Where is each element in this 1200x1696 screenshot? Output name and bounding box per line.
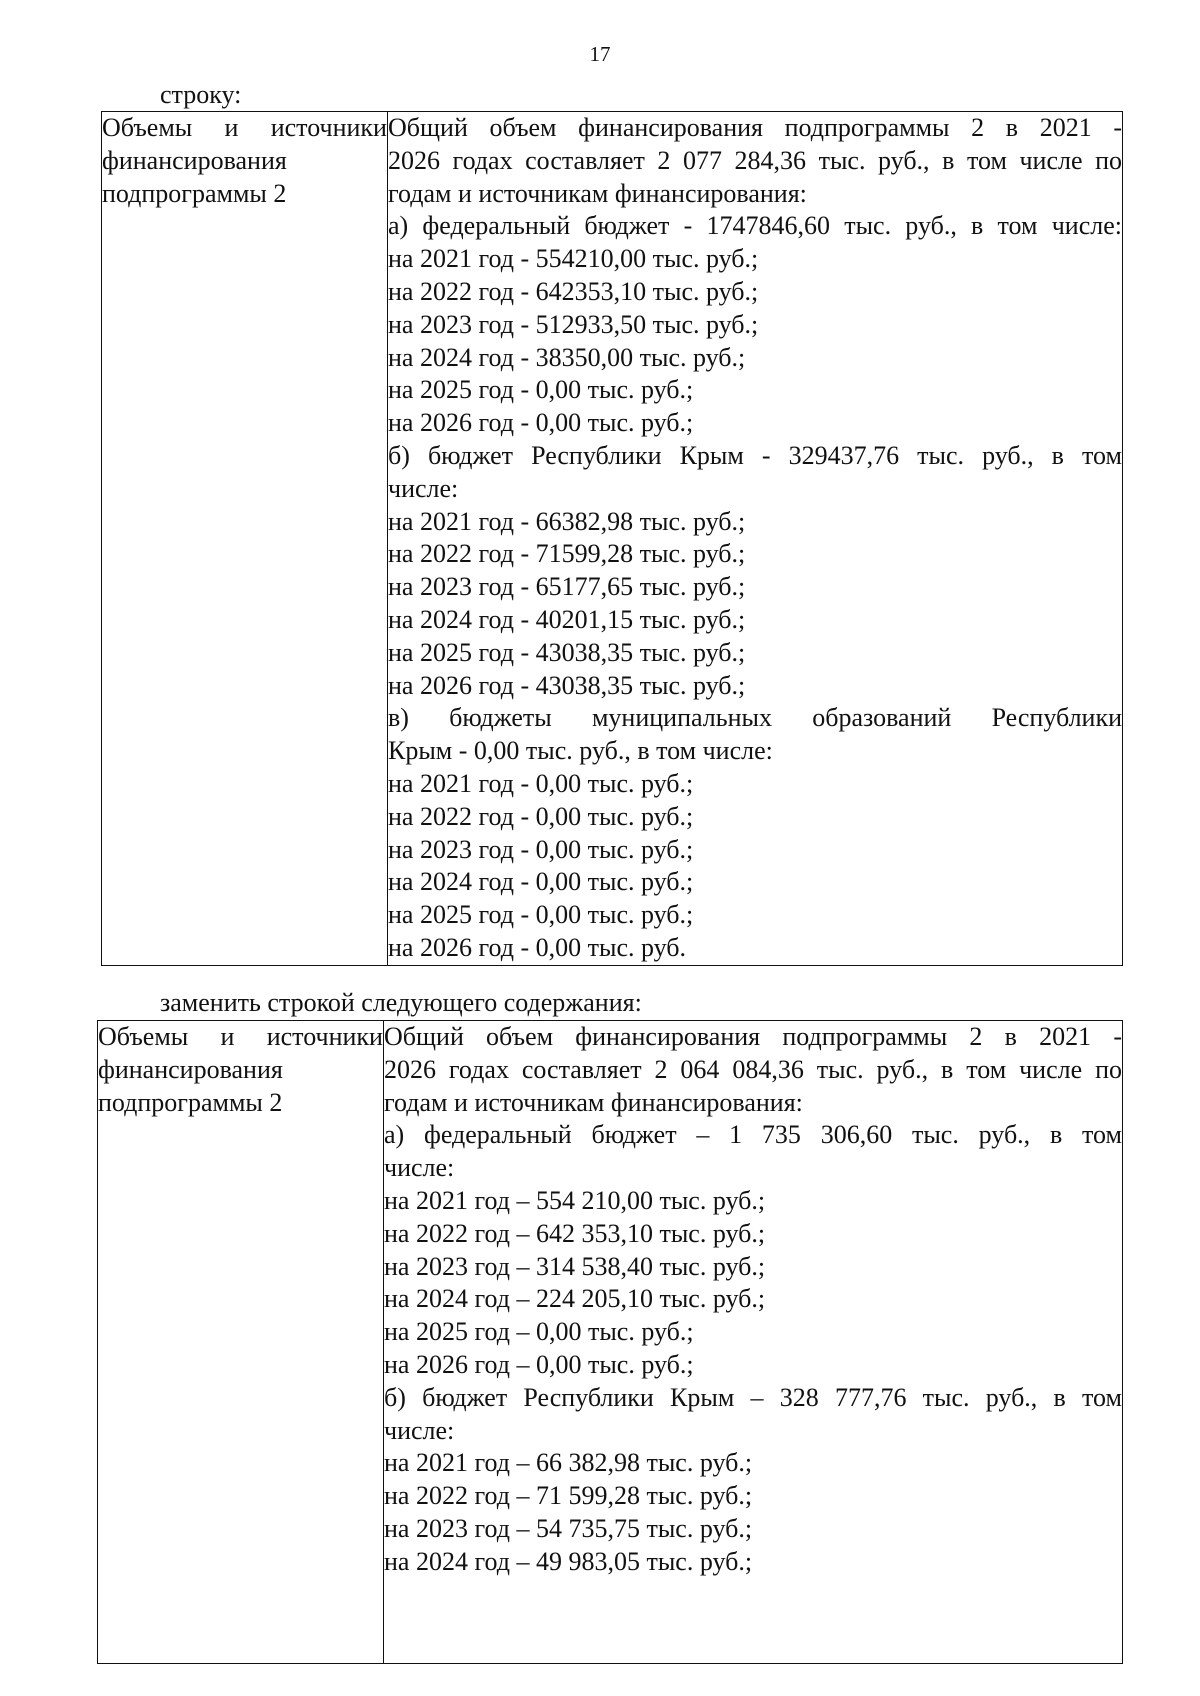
financing-text-line: на 2025 год - 43038,35 тыс. руб.; [388,637,746,667]
financing-text-line: на 2025 год - 0,00 тыс. руб.; [388,375,694,405]
financing-text-line: на 2024 год – 224 205,10 тыс. руб.; [384,1284,766,1314]
row-label-word: и [220,1022,235,1051]
financing-text-line: б) бюджет Республики Крым – 328 777,76 тыс. руб., в том [384,1382,1122,1412]
row-label-line [102,112,387,145]
row-label-line: финансирования [98,1054,283,1084]
financing-text-line: а) федеральный бюджет - 1747846,60 тыс. руб., в том числе: [388,211,1122,241]
financing-text-line: годам и источникам финансирования: [388,178,807,208]
row-label-word: и [224,113,239,142]
row-label-line [98,1021,383,1054]
financing-text-line: б) бюджет Республики Крым - 329437,76 тыс. руб., в том [388,440,1122,470]
new-financing-table [97,1020,1123,1664]
financing-text-line: на 2024 год – 49 983,05 тыс. руб.; [384,1546,753,1576]
financing-text-line: на 2026 год - 43038,35 тыс. руб.; [388,670,746,700]
financing-text-line: на 2023 год – 314 538,40 тыс. руб.; [384,1251,766,1281]
financing-text-line: на 2021 год – 66 382,98 тыс. руб.; [384,1448,753,1478]
row-label-word: источники [266,1022,383,1051]
financing-text-line: на 2021 год - 66382,98 тыс. руб.; [388,506,746,536]
row-label-cell [98,1021,384,1664]
financing-text-line: на 2026 год - 0,00 тыс. руб.; [388,408,694,438]
table-row [98,1021,1123,1664]
financing-text-line: на 2021 год – 554 210,00 тыс. руб.; [384,1185,766,1215]
financing-text-line: числе: [388,473,459,503]
row-label-word: источники [270,113,387,142]
financing-description-cell [388,112,1123,966]
financing-text-line: на 2022 год - 0,00 тыс. руб.; [388,801,694,831]
financing-text-line: числе: [384,1415,455,1445]
row-label-line: подпрограммы 2 [98,1087,283,1117]
financing-text-line: Общий объем финансирования подпрограммы 2 в 2021 - [388,113,1122,142]
intro-text-replacement: заменить строкой следующего содержания: [160,988,642,1017]
row-label-line: подпрограммы 2 [102,178,287,208]
financing-text-line: Крым - 0,00 тыс. руб., в том числе: [388,736,773,766]
financing-text-line: на 2023 год – 54 735,75 тыс. руб.; [384,1513,753,1543]
financing-text-line: на 2024 год - 0,00 тыс. руб.; [388,867,694,897]
financing-text-line: на 2025 год – 0,00 тыс. руб.; [384,1317,694,1347]
table-row [102,112,1123,966]
financing-text-line: на 2025 год - 0,00 тыс. руб.; [388,900,694,930]
financing-text-line: на 2022 год – 71 599,28 тыс. руб.; [384,1481,753,1511]
financing-text-line: на 2022 год - 71599,28 тыс. руб.; [388,539,746,569]
financing-text-line: на 2026 год - 0,00 тыс. руб. [388,932,687,962]
financing-text-line: на 2022 год – 642 353,10 тыс. руб.; [384,1218,766,1248]
financing-text-line: на 2026 год – 0,00 тыс. руб.; [384,1349,694,1379]
financing-text-line: годам и источникам финансирования: [384,1087,803,1117]
row-label-cell [102,112,388,966]
row-label-line: финансирования [102,145,287,175]
row-label-word: Объемы [98,1022,189,1051]
financing-text-line: Общий объем финансирования подпрограммы 2 в 2021 - [384,1022,1122,1051]
financing-text-line: на 2023 год - 512933,50 тыс. руб.; [388,309,759,339]
row-label-word: Объемы [102,113,193,142]
financing-text-line: на 2024 год - 40201,15 тыс. руб.; [388,604,746,634]
financing-text-line: на 2023 год - 0,00 тыс. руб.; [388,834,694,864]
financing-text-line: в) бюджеты муниципальных образований Республики [388,703,1122,733]
old-financing-table [101,111,1123,966]
financing-text-line: на 2022 год - 642353,10 тыс. руб.; [388,276,759,306]
financing-description-cell [384,1021,1123,1664]
financing-text-line: числе: [384,1153,455,1183]
financing-text-line: на 2024 год - 38350,00 тыс. руб.; [388,342,746,372]
financing-text-line: 2026 годах составляет 2 064 084,36 тыс. руб., в том числе по [384,1054,1122,1084]
financing-text-line: а) федеральный бюджет – 1 735 306,60 тыс. руб., в том [384,1120,1122,1150]
intro-text-replace-row: строку: [160,80,242,109]
financing-text-line: на 2021 год - 554210,00 тыс. руб.; [388,244,759,274]
financing-text-line: на 2021 год - 0,00 тыс. руб.; [388,768,694,798]
page-number: 17 [589,42,611,66]
financing-text-line: на 2023 год - 65177,65 тыс. руб.; [388,572,746,602]
financing-text-line: 2026 годах составляет 2 077 284,36 тыс. руб., в том числе по [388,145,1122,175]
